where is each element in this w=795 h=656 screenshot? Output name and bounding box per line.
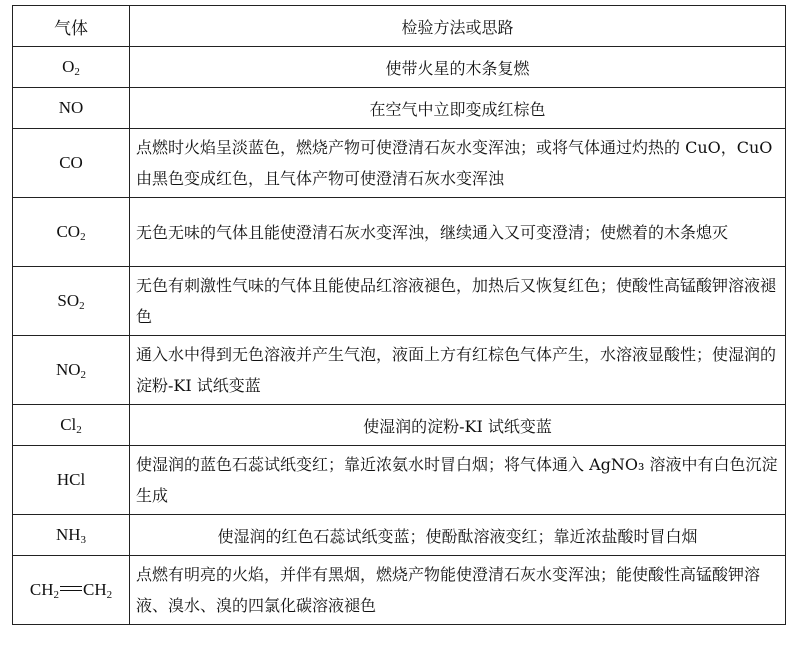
gas-formula: $Cl_2$ (13, 405, 130, 446)
test-method: 在空气中立即变成红棕色 (130, 88, 786, 129)
formula-subscript: 2 (74, 66, 80, 78)
test-method: 通入水中得到无色溶液并产生气泡，液面上方有红棕色气体产生，水溶液显酸性；使湿润的淀粉-KI 试纸变蓝 (130, 336, 786, 405)
row-so2 (13, 267, 786, 336)
formula-subscript: 2 (53, 589, 59, 601)
row-no2 (13, 336, 786, 405)
gas-formula: $NO_2$ (13, 336, 130, 405)
test-method: 使湿润的红色石蕊试纸变蓝；使酚酞溶液变红；靠近浓盐酸时冒白烟 (130, 515, 786, 556)
formula-subscript: 2 (106, 589, 113, 601)
gas-formula: HCl (13, 446, 130, 515)
test-method: 使湿润的淀粉-KI 试纸变蓝 (130, 405, 786, 446)
row-no (13, 88, 786, 129)
gas-formula: NO (13, 88, 130, 129)
test-method: 无色有刺激性气味的气体且能使品红溶液褪色，加热后又恢复红色；使酸性高锰酸钾溶液褪色 (130, 267, 786, 336)
row-hcl (13, 446, 786, 515)
test-method: 点燃时火焰呈淡蓝色，燃烧产物可使澄清石灰水变浑浊；或将气体通过灼热的 CuO，CuO 由黑色变成红色，且气体产物可使澄清石灰水变浑浊 (130, 129, 786, 198)
test-method: 使湿润的蓝色石蕊试纸变红；靠近浓氨水时冒白烟；将气体通入 AgNO₃ 溶液中有白色沉淀生成 (130, 446, 786, 515)
header-method: 检验方法或思路 (130, 6, 786, 47)
test-method: 无色无味的气体且能使澄清石灰水变浑浊，继续通入又可变澄清；使燃着的木条熄灭 (130, 198, 786, 267)
header-gas: 气体 (13, 6, 130, 47)
row-ethylene (13, 556, 786, 625)
gas-formula: CO (13, 129, 130, 198)
gas-test-table (12, 5, 786, 625)
row-co2 (13, 198, 786, 267)
gas-formula: $CO_2$ (13, 198, 130, 267)
test-method: 点燃有明亮的火焰，并伴有黑烟，燃烧产物能使澄清石灰水变浑浊；能使酸性高锰酸钾溶液、溴水、溴的四氯化碳溶液褪色 (130, 556, 786, 625)
row-cl2 (13, 405, 786, 446)
row-co (13, 129, 786, 198)
double-bond-symbol (60, 586, 82, 591)
row-nh3 (13, 515, 786, 556)
gas-formula: $O_2$ (13, 47, 130, 88)
formula-subscript: 2 (79, 300, 85, 312)
test-method: 使带火星的木条复燃 (130, 47, 786, 88)
formula-subscript: 2 (80, 231, 86, 243)
gas-formula: $SO_2$ (13, 267, 130, 336)
gas-formula: $NH_3$ (13, 515, 130, 556)
gas-formula: $CH_2$ $CH_2$ (13, 556, 130, 625)
table-header-row (13, 6, 786, 47)
formula-subscript: 2 (80, 369, 87, 381)
row-o2 (13, 47, 786, 88)
gas-test-table-wrapper (12, 5, 786, 625)
formula-subscript: 2 (76, 424, 82, 436)
formula-subscript: 3 (80, 534, 87, 546)
